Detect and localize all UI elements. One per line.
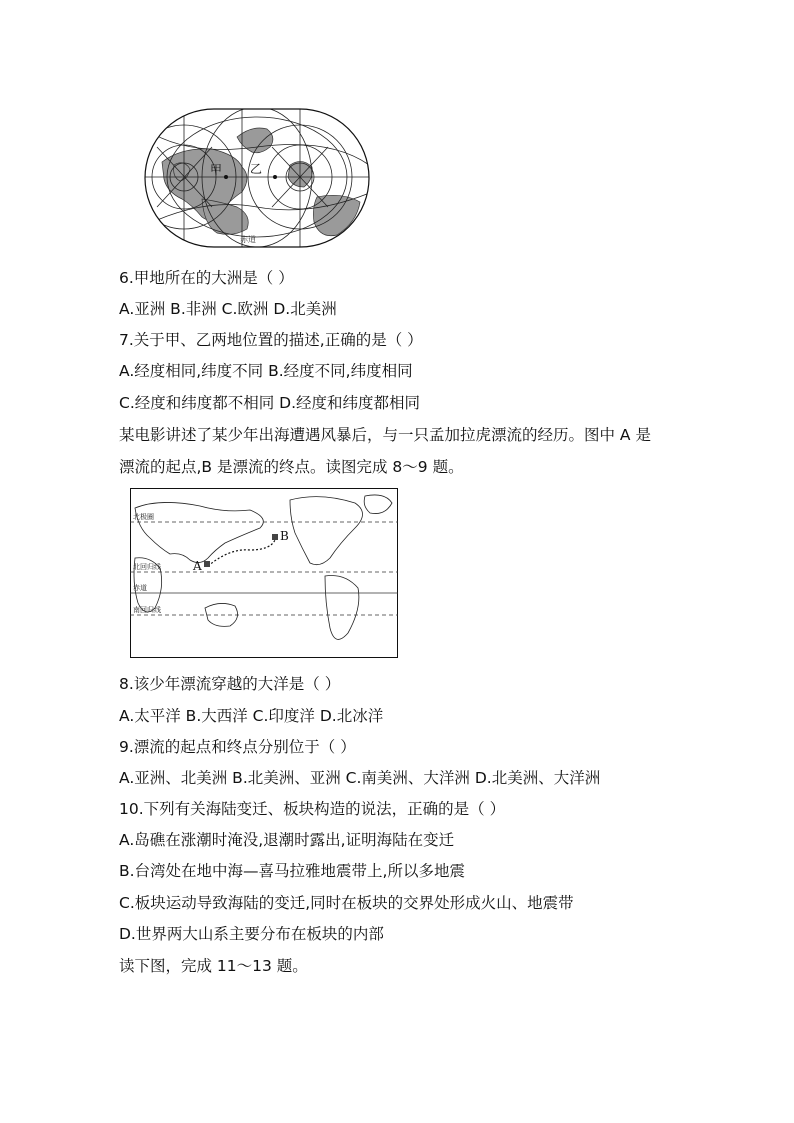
q9-options: A.亚洲、北美洲 B.北美洲、亚洲 C.南美洲、大洋洲 D.北美洲、大洋洲 [119, 769, 601, 787]
q6-stem: 6.甲地所在的大洲是（ ） [119, 269, 294, 287]
label-jia: 甲 [210, 163, 223, 177]
q9-stem: 9.漂流的起点和终点分别位于（ ） [119, 738, 356, 756]
q8-options: A.太平洋 B.大西洋 C.印度洋 D.北冰洋 [119, 707, 384, 725]
label-tropic-south: 南回归线 [133, 606, 161, 614]
label-equator: 赤道 [240, 235, 256, 244]
q10-option-d: D.世界两大山系主要分布在板块的内部 [119, 925, 384, 943]
intro-8-9-line2: 漂流的起点,B 是漂流的终点。读图完成 8～9 题。 [119, 458, 464, 476]
q8-stem: 8.该少年漂流穿越的大洋是（ ） [119, 675, 341, 693]
q7-options-1: A.经度相同,纬度不同 B.经度不同,纬度相同 [119, 362, 413, 380]
q7-options-2: C.经度和纬度都不相同 D.经度和纬度都相同 [119, 394, 421, 412]
intro-11-13: 读下图，完成 11～13 题。 [119, 957, 308, 975]
q7-stem: 7.关于甲、乙两地位置的描述,正确的是（ ） [119, 331, 423, 349]
q10-option-b: B.台湾处在地中海—喜马拉雅地震带上,所以多地震 [119, 862, 465, 880]
q6-options: A.亚洲 B.非洲 C.欧洲 D.北美洲 [119, 300, 337, 318]
q10-stem: 10.下列有关海陆变迁、板块构造的说法，正确的是（ ） [119, 800, 506, 818]
label-tropic-north: 北回归线 [133, 563, 161, 571]
polar-projection-map [142, 107, 372, 249]
world-drift-map [130, 488, 398, 658]
label-yi: 乙 [250, 162, 263, 176]
label-point-a: A [193, 559, 202, 573]
label-equator: 赤道 [133, 584, 147, 592]
q10-option-c: C.板块运动导致海陆的变迁,同时在板块的交界处形成火山、地震带 [119, 894, 574, 912]
label-arctic-circle: 北极圈 [133, 513, 154, 521]
q10-option-a: A.岛礁在涨潮时淹没,退潮时露出,证明海陆在变迁 [119, 831, 455, 849]
label-point-b: B [280, 529, 289, 543]
intro-8-9-line1: 某电影讲述了某少年出海遭遇风暴后，与一只孟加拉虎漂流的经历。图中 A 是 [119, 426, 651, 444]
